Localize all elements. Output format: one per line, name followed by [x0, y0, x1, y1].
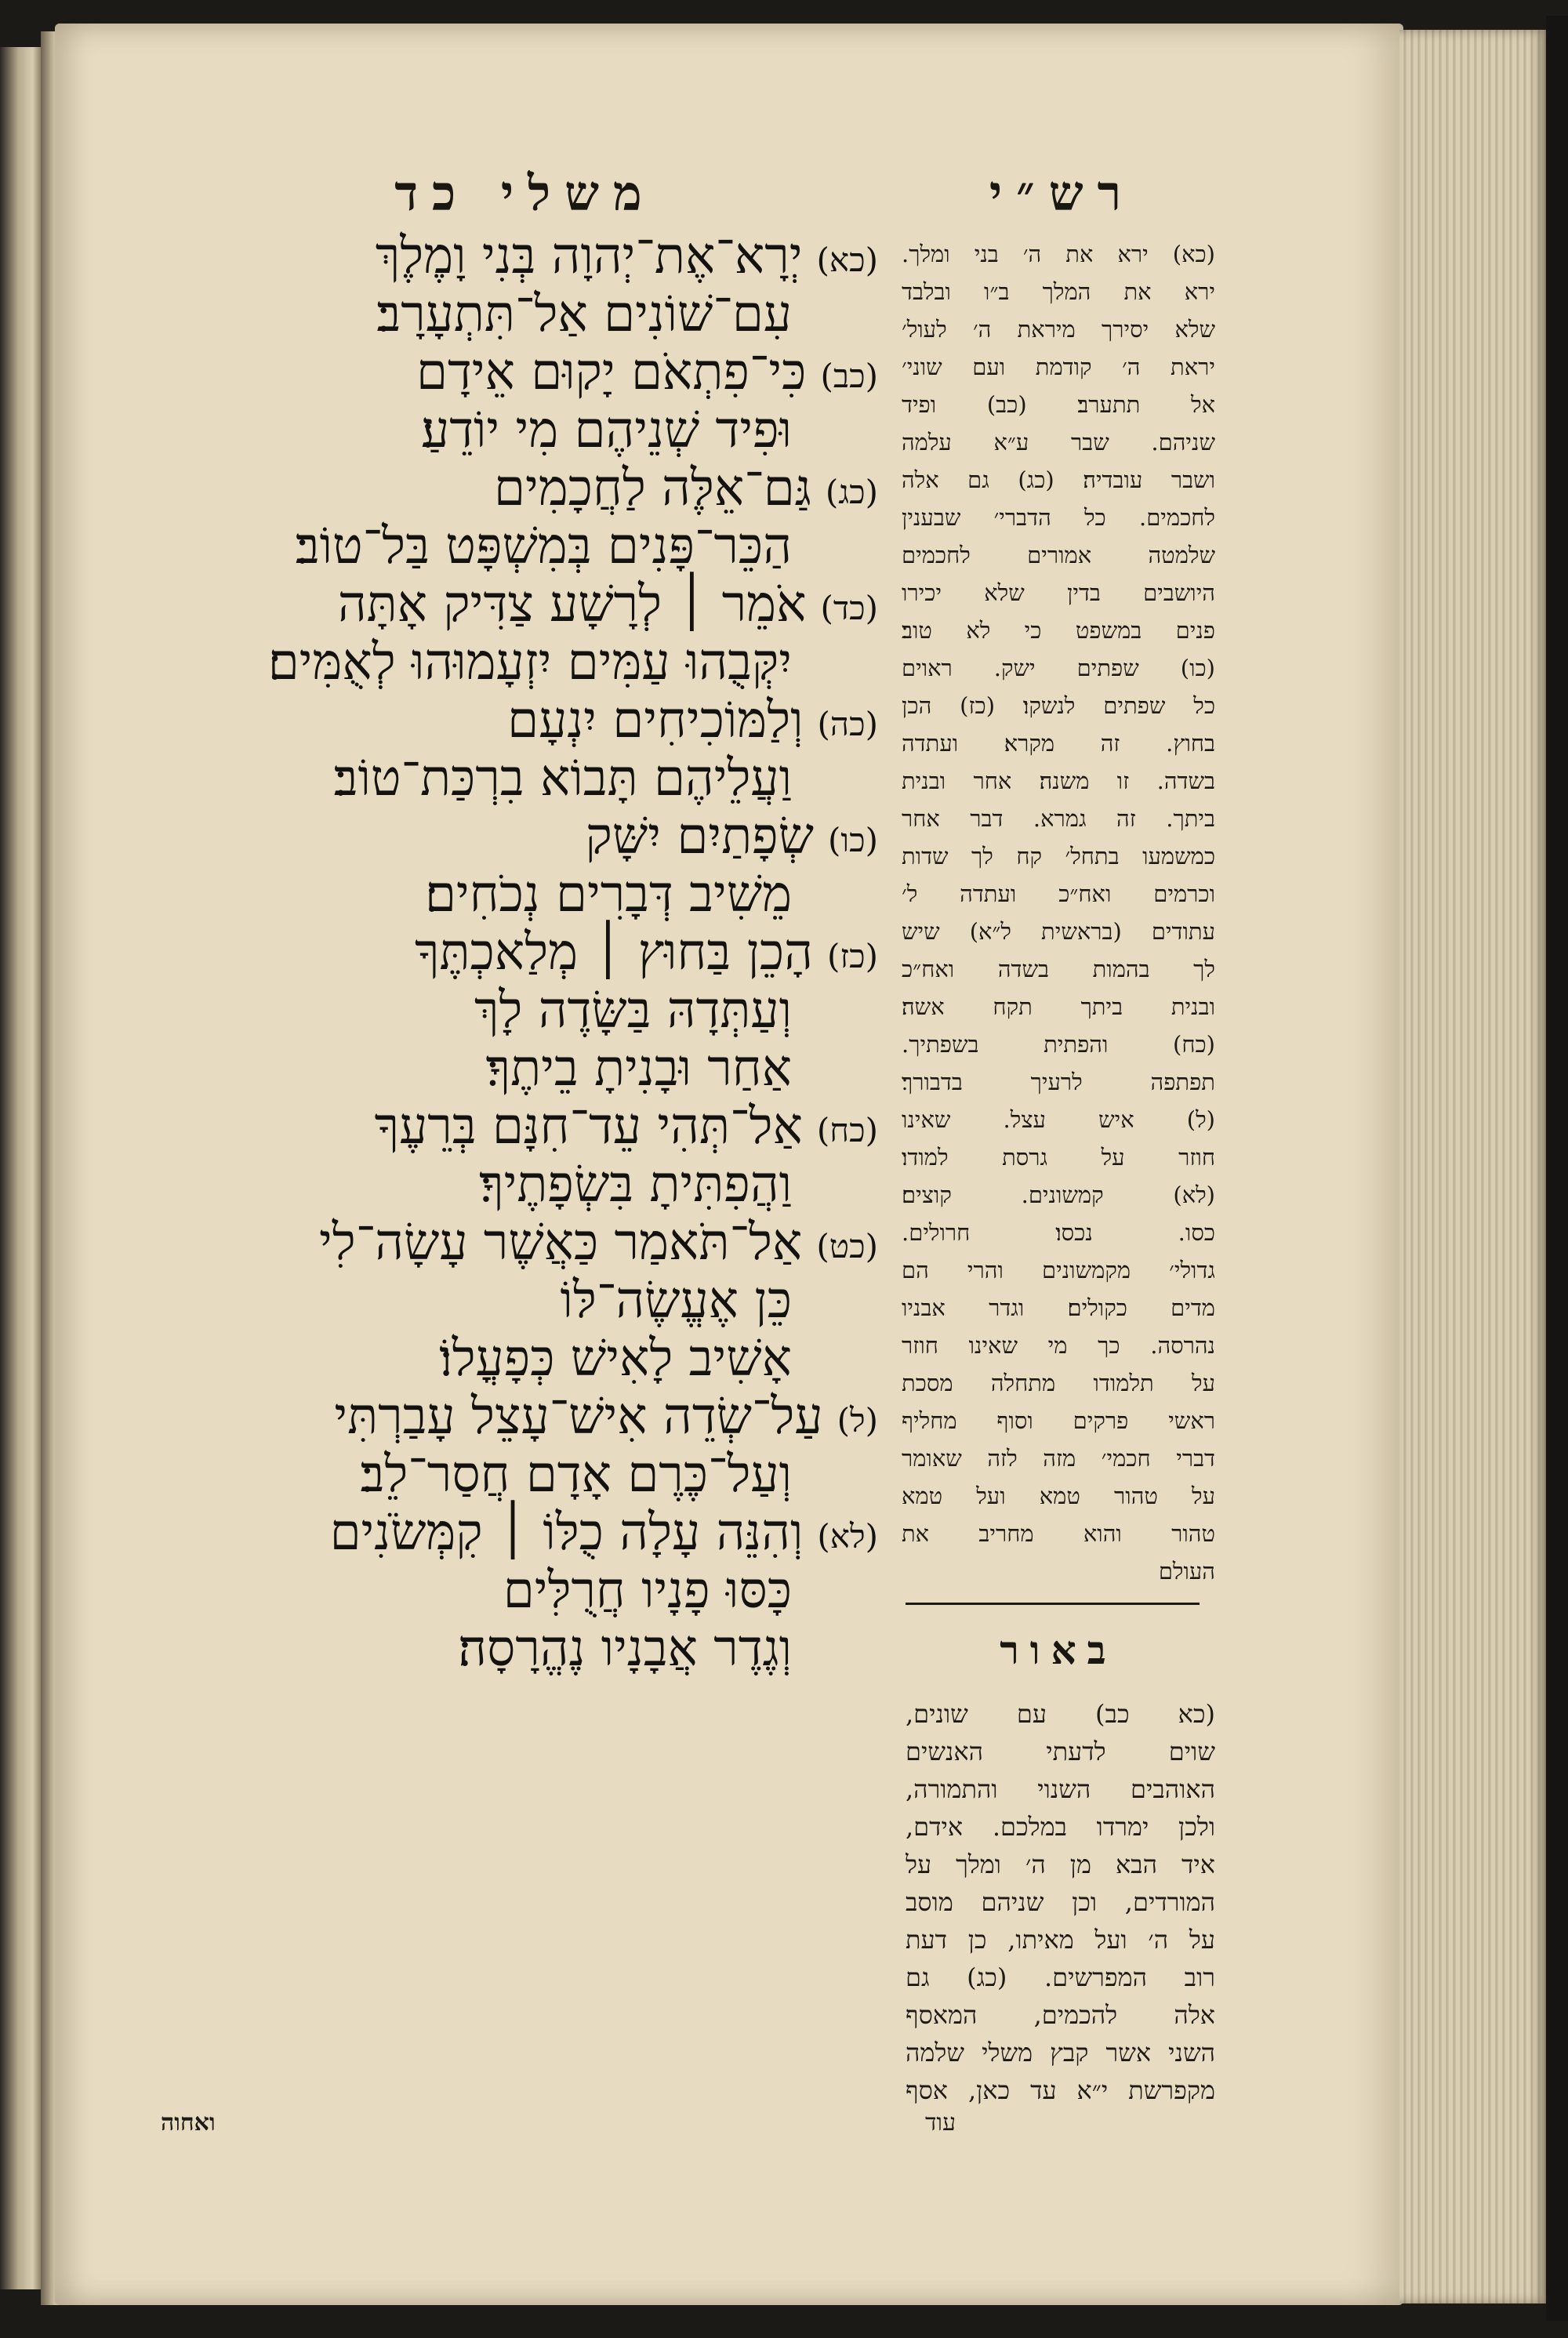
page-header-title: משלי כד	[394, 165, 656, 222]
rashi-line: נהרסה. כך מי שאינו חוזר	[902, 1332, 1215, 1359]
verse-text: וַעֲלֵיהֶם תָּבוֹא בִרְכַּת־טוֹב׃	[333, 750, 792, 808]
section-divider	[906, 1603, 1200, 1605]
rashi-line: אל תתערב׃ (כב) ופיד	[902, 391, 1215, 418]
verse-number: (כח)	[816, 1110, 878, 1149]
rashi-line: לך בהמות בשדה ואח״כ	[902, 956, 1215, 982]
verse-text: אַחַר וּבָנִיתָ בֵיתֶךָ׃	[485, 1040, 792, 1098]
binding-edge	[1546, 16, 1568, 2321]
rashi-line: (כא) ירא את ה׳ בני ומלך.	[902, 241, 1215, 267]
rashi-line: תפתפה לרעיך בדבורך׃	[902, 1069, 1215, 1095]
rashi-line: היושבים בדין שלא יכירו	[902, 579, 1215, 606]
rashi-line: ושבר עובדיה׃ (כג) גם אלה	[902, 467, 1215, 493]
beur-line: ולכן ימרדו במלכם. אידם,	[906, 1812, 1215, 1842]
rashi-line: טהור והוא מחריב את	[902, 1520, 1215, 1547]
verse-number: (כו)	[827, 820, 878, 859]
verse-text: שְׂפָתַיִם יִשָּׁק	[585, 808, 814, 866]
verse-line	[330, 1504, 878, 1562]
verse-line	[296, 517, 792, 575]
verse-text: אַל־תֹּאמַר כַּאֲשֶׁר עָשָׂה־לִי	[318, 1214, 803, 1272]
verse-text: אַל־תְּהִי עֵד־חִנָּם בְּרֵעֶךָ	[374, 1098, 803, 1156]
verse-number: (לא)	[817, 1516, 878, 1556]
rashi-line: לחכמים. כל הדברי׳ שבענין	[902, 504, 1215, 531]
beur-line: רוב המפרשים. (כג) גם	[906, 1962, 1215, 1992]
verse-text: הַכֵּר־פָּנִים בְּמִשְׁפָּט בַּל־טוֹב׃	[295, 517, 792, 575]
beur-line: איד הבא מן ה׳ ומלך על	[906, 1850, 1215, 1879]
beur-line: על ה׳ ועל מאיתו, כן דעת	[906, 1925, 1215, 1955]
verse-line	[425, 866, 792, 924]
rashi-line: חוזר על גרסת למודו׃	[902, 1144, 1215, 1171]
beur-title: באור	[1000, 1627, 1117, 1673]
verse-line	[268, 634, 792, 692]
verse-text: וְהִנֵּה עָלָה כֻלּוֹ ׀ קִמְּשֹׂנִים	[329, 1504, 804, 1562]
page-block-edge	[1399, 30, 1548, 2304]
verse-text: יִקְּבֻהוּ עַמִּים יִזְעָמוּהוּ לְאֻמִּים׃	[267, 634, 792, 692]
verse-line	[361, 1446, 793, 1504]
verse-text: וְגֶדֶר אֲבָנָיו נֶהֱרָסָה׃	[458, 1620, 792, 1678]
rashi-line: ירא את המלך ב״ו ובלבד	[902, 278, 1215, 305]
beur-line: שוים לדעתי האנשים	[906, 1737, 1215, 1766]
verse-line	[334, 750, 792, 808]
rashi-line: כל שפתים לנשקו׃ (כז) הכן	[902, 692, 1215, 719]
rashi-line: כסו. נכסו׃ חרולים.	[902, 1219, 1215, 1246]
verse-line	[416, 343, 878, 401]
verse-text: אָשִׁיב לָאִישׁ כְּפָעֳלוֹ׃	[439, 1330, 792, 1388]
verse-number: (כה)	[817, 704, 878, 743]
rashi-line: בחוץ. זה מקרא׃ ועתדה	[902, 730, 1215, 757]
verse-number: (כז)	[826, 936, 878, 975]
verse-text: יְרָא־אֶת־יְהוָה בְּנִי וָמֶלֶךְ	[375, 227, 803, 285]
rashi-line: עתודים (בראשית ל״א) שיש	[902, 918, 1215, 945]
verse-line	[439, 1330, 792, 1388]
verse-number: (ל)	[837, 1400, 878, 1439]
verse-line	[474, 982, 792, 1040]
verse-text: וַהֲפִתִּיתָ בִּשְׂפָתֶיךָ׃	[479, 1156, 792, 1214]
beur-line: האוהבים השנוי והתמורה,	[906, 1774, 1215, 1804]
verse-line	[494, 459, 878, 517]
verse-line	[334, 1388, 878, 1446]
rashi-line: דברי חכמי׳ מזה לזה שאומר	[902, 1445, 1215, 1472]
previous-page-edge	[0, 47, 41, 2289]
verse-line	[586, 808, 878, 866]
rashi-line: שלא יסירך מיראת ה׳ לעול׳	[902, 316, 1215, 343]
verse-line	[458, 1620, 792, 1678]
verse-line	[376, 285, 792, 343]
verse-number: (כט)	[816, 1226, 878, 1265]
verse-text: עַל־שְׂדֵה אִישׁ־עָצֵל עָבַרְתִּי	[334, 1388, 823, 1446]
verse-number: (כב)	[820, 356, 878, 395]
verse-line	[479, 1156, 792, 1214]
rashi-line: פנים במשפט כי לא טוב׃	[902, 617, 1215, 644]
beur-line: המורדים, וכן שניהם מוסב	[906, 1887, 1215, 1917]
beur-line: מקפרשת י״א עד כאן, אסף	[906, 2075, 1215, 2105]
verse-line	[375, 1098, 878, 1156]
beur-line: אלה להכמים, המאסף	[906, 2000, 1215, 2030]
rashi-line: (כח) והפתית בשפתיך.	[902, 1031, 1215, 1058]
verse-text: מֵשִׁיב דְּבָרִים נְכֹחִים׃	[424, 866, 792, 924]
rashi-header: רש״י	[989, 165, 1136, 222]
rashi-line: (ל) איש עצל. שאינו	[902, 1106, 1215, 1133]
verse-line	[503, 1562, 792, 1620]
rashi-line: ראשי פרקים וסוף מחליף	[902, 1407, 1215, 1434]
rashi-line: על תלמודו מתחלה מסכת	[902, 1370, 1215, 1396]
rashi-line: על טהור טמא ועל טמא	[902, 1483, 1215, 1509]
verse-number: (כד)	[820, 588, 878, 627]
catchword-beur: עוד	[925, 2109, 956, 2137]
verse-text: וְלַמּוֹכִיחִים יִנְעָם	[507, 692, 804, 750]
beur-line: השני אשר קבץ משלי שלמה	[906, 2038, 1215, 2068]
verse-text: כֵּן אֶעֱשֶׂה־לּוֹ	[560, 1272, 792, 1330]
verse-text: וְעַתְּדָהּ בַּשָּׂדֶה לָךְ	[474, 982, 792, 1040]
verse-text: כִּי־פִתְאֹם יָקוּם אֵידָם	[416, 343, 807, 401]
rashi-line: וכרמים ואח״כ ועתדה ל׳	[902, 880, 1215, 907]
rashi-line: ביתך. זה גמרא. דבר אחר	[902, 805, 1215, 832]
verse-number: (כג)	[825, 472, 878, 511]
rashi-line: שניהם. שבר ע״א עלמה	[902, 429, 1215, 456]
rashi-line: יראת ה׳ קודמת ועם שוני׳	[902, 354, 1215, 380]
verse-text: וּפִיד שְׁנֵיהֶם מִי יוֹדֵעַ׃	[420, 401, 792, 459]
verse-text: הָכֵן בַּחוּץ ׀ מְלַאכְתֶּךָ	[415, 924, 813, 982]
verse-line	[421, 401, 792, 459]
verse-text: כָּסּוּ פָנָיו חֲרֻלִּים	[503, 1562, 792, 1620]
rashi-line: כמשמעו בתחל׳ קח לך שדות	[902, 843, 1215, 869]
rashi-line: העולם	[1158, 1558, 1215, 1585]
rashi-line: מדים כקולים׃ וגדר אבניו	[902, 1294, 1215, 1321]
catchword: ואחוה	[161, 2109, 216, 2137]
verse-text: וְעַל־כֶּרֶם אָדָם חֲסַר־לֵב׃	[360, 1446, 792, 1504]
rashi-line: בשדה. זו משנה׃ אחר ובנית	[902, 768, 1215, 794]
verse-line	[486, 1040, 792, 1098]
verse-line	[561, 1272, 793, 1330]
verse-line	[507, 692, 878, 750]
verse-line	[415, 924, 878, 982]
verse-line	[376, 227, 878, 285]
verse-text: גַּם־אֵלֶּה לַחֲכָמִים	[494, 459, 811, 517]
verse-line	[319, 1214, 878, 1272]
verse-text: עִם־שׁוֹנִים אַל־תִּתְעָרָב׃	[376, 285, 792, 343]
rashi-line: שלמטה אמורים לחכמים	[902, 542, 1215, 568]
rashi-line: גדולי׳ מקמשונים והרי הם	[902, 1257, 1215, 1283]
beur-line: (כא כב) עם שונים,	[906, 1699, 1215, 1729]
rashi-line: (לא) קמשונים. קוצים׃	[902, 1182, 1215, 1208]
rashi-line: (כו) שפתים ישק. ראוים	[902, 655, 1215, 681]
rashi-line: ובנית ביתך תקח אשה׃	[902, 993, 1215, 1020]
verse-line	[338, 575, 878, 634]
verse-text: אֹמֵר ׀ לְרָשָׁע צַדִּיק אָתָּה	[337, 575, 807, 634]
verse-number: (כא)	[816, 240, 878, 279]
